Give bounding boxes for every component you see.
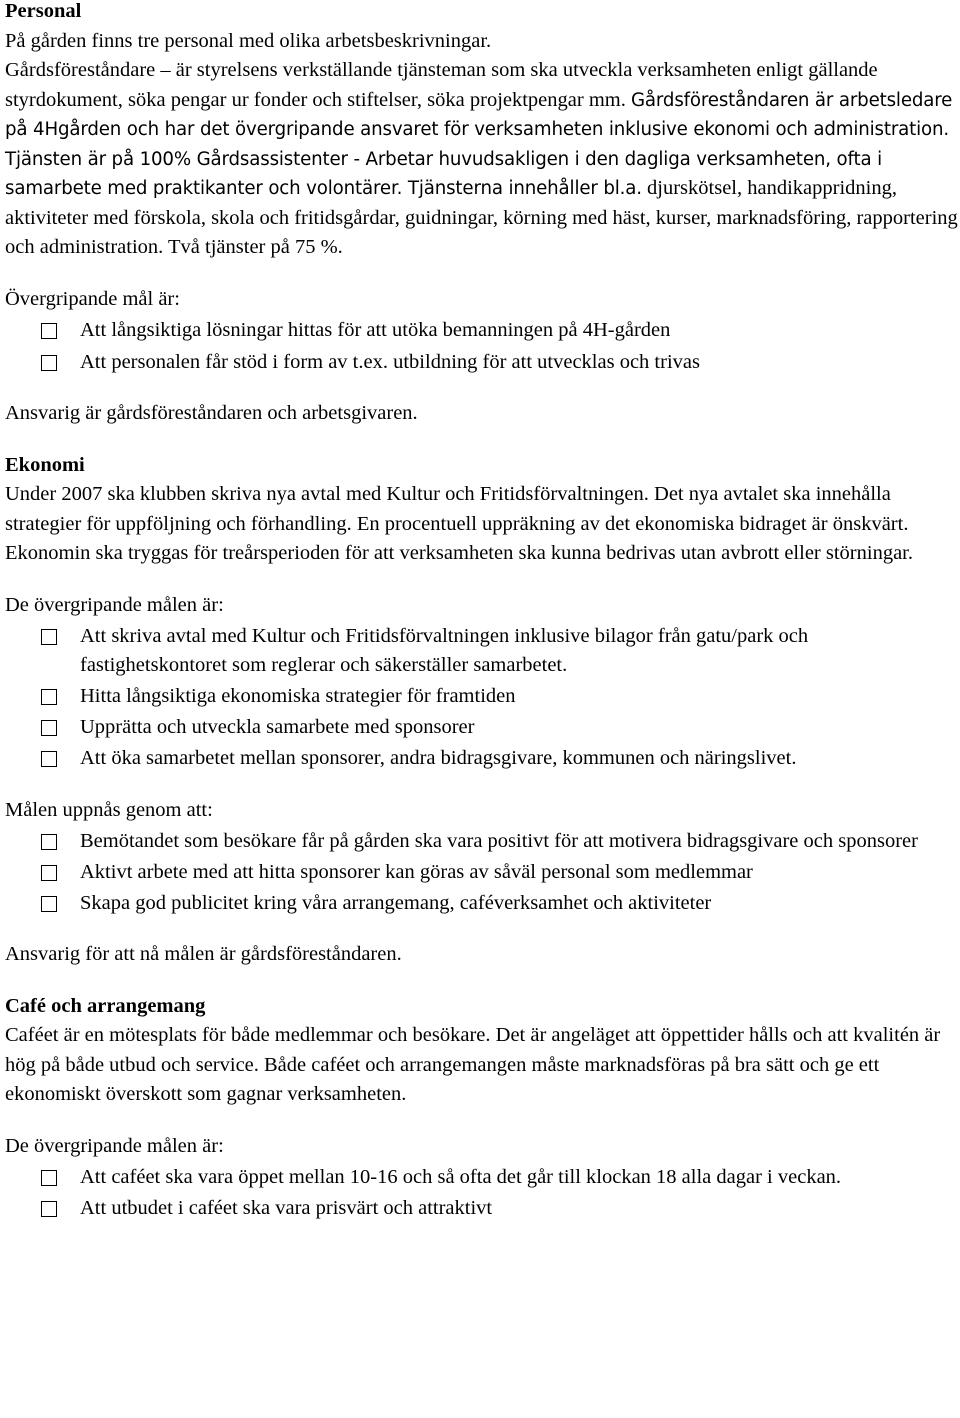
section-personal [5,0,960,429]
economy-responsible: Ansvarig för att nå målen är gårdsföreståndaren. [5,943,402,965]
checkbox-icon [41,865,57,881]
list-item: Att långsiktiga lösningar hittas för att utöka bemanningen på 4H-gården [5,316,960,346]
personal-line1: På gården finns tre personal med olika arbetsbeskrivningar. [5,29,492,52]
section-economy [5,451,960,970]
checkbox-icon [41,751,57,767]
checkbox-icon [41,896,57,912]
checkbox-icon [41,689,57,705]
personal-responsible: Ansvarig är gårdsföreståndaren och arbetsgivaren. [5,402,418,424]
personal-manager-responsibility: Gårdsföreståndaren är arbetsledare på 4Hgården och har det övergripande ansvaret för verksamheten inklusive ekonomi och administration. [5,89,953,140]
list-item: Att skriva avtal med Kultur och Fritidsförvaltningen inklusive bilagor från gatu/park och fastighetskontoret som reglerar och säkerställer samarbetet. [5,622,960,681]
checkbox-icon [41,323,57,339]
personal-goals-list [5,316,960,377]
checkbox-icon [41,720,57,736]
list-item: Att personalen får stöd i form av t.ex. utbildning för att utvecklas och trivas [5,348,960,378]
checkbox-icon [41,1201,57,1217]
checkbox-icon [41,629,57,645]
list-item: Skapa god publicitet kring våra arrangemang, caféverksamhet och aktiviteter [5,889,960,919]
list-item: Att caféet ska vara öppet mellan 10-16 och så ofta det går till klockan 18 alla dagar i veckan. [5,1163,960,1193]
checkbox-icon [41,355,57,371]
list-item: Att öka samarbetet mellan sponsorer, andra bidragsgivare, kommunen och näringslivet. [5,744,960,774]
economy-goals-list [5,622,960,774]
document-page [5,0,960,1223]
cafe-goals-list [5,1163,960,1224]
personal-assistants-tasks: djurskötsel, handikappridning, aktiviteter med förskola, skola och fritidsgårdar, guidningar, körning med häst, kurser, marknadsföring, rapportering och administration. Två tjänster på 75 %. [5,177,958,258]
list-item: Upprätta och utveckla samarbete med sponsorer [5,713,960,743]
cafe-goals-title: De övergripande målen är: [5,1134,224,1157]
heading-cafe: Café och arrangemang [5,994,206,1017]
economy-means-list [5,827,960,919]
list-item: Hitta långsiktiga ekonomiska strategier för framtiden [5,682,960,712]
heading-economy: Ekonomi [5,453,85,476]
list-item: Bemötandet som besökare får på gården ska vara positivt för att motivera bidragsgivare och sponsorer [5,827,960,857]
heading-personal: Personal [5,0,82,22]
section-cafe [5,992,960,1224]
cafe-text: Caféet är en mötesplats för både medlemmar och besökare. Det är angeläget att öppettider hålls och att kvalitén är hög på både utbud och service. Både caféet och arrangemangen måste marknadsföras på bra sätt och ge ett ekonomiskt överskott som gagnar verksamheten. [5,1024,941,1105]
checkbox-icon [41,834,57,850]
personal-assistants-description: Tjänsten är på 100% Gårdsassistenter - Arbetar huvudsakligen i den dagliga verksamheten, ofta i samarbete med praktikanter och volontärer. Tjänsterna innehåller bl.a. [5,148,882,199]
personal-intro [5,27,960,263]
economy-text: Under 2007 ska klubben skriva nya avtal med Kultur och Fritidsförvaltningen. Det nya avtalet ska innehålla strategier för uppföljning och förhandling. En procentuell uppräkning av det ekonomiska bidraget är önskvärt. Ekonomin ska tryggas för treårsperioden för att verksamheten ska kunna bedrivas utan avbrott eller störningar. [5,483,913,564]
list-item: Att utbudet i caféet ska vara prisvärt och attraktivt [5,1194,960,1224]
economy-goals-title: De övergripande målen är: [5,593,224,616]
list-item: Aktivt arbete med att hitta sponsorer kan göras av såväl personal som medlemmar [5,858,960,888]
personal-goals-title: Övergripande mål är: [5,287,180,310]
checkbox-icon [41,1170,57,1186]
personal-manager-description: Gårdsföreståndare – är styrelsens verkställande tjänsteman som ska utveckla verksamheten enligt gällande styrdokument, söka pengar ur fonder och stiftelser, söka projektpengar mm. [5,59,878,111]
economy-means-title: Målen uppnås genom att: [5,798,213,821]
